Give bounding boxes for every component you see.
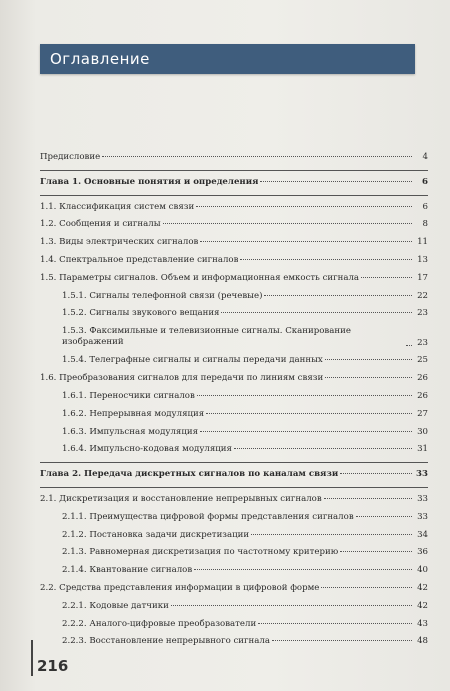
toc-entry-title: 1.6.2. Непрерывная модуляция xyxy=(62,408,205,419)
dot-leader xyxy=(194,569,412,570)
dot-leader xyxy=(325,359,412,360)
dot-leader xyxy=(171,605,412,606)
dot-leader xyxy=(406,345,412,346)
toc-entry-title: 2.2. Средства представления информации в цифровой форме xyxy=(40,583,320,594)
toc-entry xyxy=(40,565,428,576)
toc-entry-title: 1.6.4. Импульсно-кодовая модуляция xyxy=(62,444,232,455)
dot-leader xyxy=(361,277,412,278)
toc-entry-page: 34 xyxy=(417,529,428,540)
toc-entry-title: 1.5.4. Телеграфные сигналы и сигналы передачи данных xyxy=(62,355,323,366)
section-header-bar xyxy=(40,44,415,74)
toc-entry-page: 26 xyxy=(417,391,428,402)
toc-separator xyxy=(40,195,428,196)
toc-entry xyxy=(40,152,428,163)
dot-leader xyxy=(340,551,412,552)
toc-entry xyxy=(40,530,428,541)
dot-leader xyxy=(221,312,412,313)
toc-entry-title: 2.2.2. Аналого-цифровые преобразователи xyxy=(62,618,257,629)
toc-entry-title: Предисловие xyxy=(40,152,101,162)
dot-leader xyxy=(260,181,412,182)
toc-entry xyxy=(40,391,428,402)
toc-entry xyxy=(40,601,428,612)
toc-entry-page: 11 xyxy=(417,237,428,248)
toc-entry-page: 8 xyxy=(422,219,428,230)
dot-leader xyxy=(197,395,412,396)
toc-entry xyxy=(40,202,428,213)
toc-entry-page: 6 xyxy=(422,176,428,187)
toc-entry xyxy=(40,444,428,455)
dot-leader xyxy=(258,623,412,624)
toc-entry xyxy=(40,355,428,366)
toc-entry-title: 1.5. Параметры сигналов. Объем и информационная емкость сигнала xyxy=(40,272,360,283)
toc-entry xyxy=(40,326,428,348)
dot-leader xyxy=(321,587,412,588)
dot-leader xyxy=(356,516,412,517)
toc-entry xyxy=(40,583,428,594)
dot-leader xyxy=(200,241,412,242)
dot-leader xyxy=(200,431,412,432)
toc-entry-title: 1.1. Классификация систем связи xyxy=(40,201,195,212)
table-of-contents xyxy=(40,152,428,654)
page-number: 216 xyxy=(37,657,69,675)
toc-entry xyxy=(40,308,428,319)
toc-entry xyxy=(40,255,428,266)
toc-entry xyxy=(40,619,428,630)
toc-entry-title: 1.5.2. Сигналы звукового вещания xyxy=(62,308,220,319)
toc-entry-title: 1.5.3. Факсимильные и телевизионные сигналы. Сканирование изображений xyxy=(62,326,351,348)
toc-entry xyxy=(40,636,428,647)
toc-entry xyxy=(40,409,428,420)
toc-entry-title: 2.1.4. Квантование сигналов xyxy=(62,565,193,576)
toc-entry xyxy=(40,291,428,302)
toc-entry-title: 1.6. Преобразования сигналов для передачи по линиям связи xyxy=(40,373,324,384)
dot-leader xyxy=(206,413,412,414)
toc-entry-title: 2.1. Дискретизация и восстановление непрерывных сигналов xyxy=(40,494,322,505)
toc-entry-page: 48 xyxy=(417,636,428,647)
toc-entry-title: 2.2.1. Кодовые датчики xyxy=(62,600,169,611)
toc-entry-page: 42 xyxy=(417,583,428,594)
toc-entry-title: 2.1.2. Постановка задачи дискретизации xyxy=(62,529,250,540)
toc-entry-page: 33 xyxy=(417,511,428,522)
toc-entry-page: 25 xyxy=(417,355,428,366)
dot-leader xyxy=(324,498,412,499)
toc-separator xyxy=(40,462,428,463)
toc-entry-page: 31 xyxy=(417,444,428,455)
toc-entry xyxy=(40,427,428,438)
dot-leader xyxy=(340,473,412,474)
dot-leader xyxy=(272,640,412,641)
toc-entry xyxy=(40,373,428,384)
dot-leader xyxy=(240,259,412,260)
toc-entry-page: 42 xyxy=(417,600,428,611)
toc-separator xyxy=(40,487,428,488)
toc-entry xyxy=(40,547,428,558)
toc-entry-title: 2.1.3. Равномерная дискретизация по частотному критерию xyxy=(62,547,339,558)
toc-chapter-entry xyxy=(40,177,428,188)
toc-entry-title: 1.3. Виды электрических сигналов xyxy=(40,237,199,248)
footer-rule xyxy=(31,640,33,676)
toc-entry-title: 1.6.1. Переносчики сигналов xyxy=(62,391,195,402)
toc-entry-page: 40 xyxy=(417,565,428,576)
toc-entry xyxy=(40,273,428,284)
toc-chapter-entry xyxy=(40,469,428,480)
toc-entry-page: 6 xyxy=(422,201,428,212)
dot-leader xyxy=(234,448,412,449)
dot-leader xyxy=(251,534,412,535)
toc-entry-title: Глава 2. Передача дискретных сигналов по каналам связи xyxy=(40,469,339,480)
toc-entry-page: 22 xyxy=(417,290,428,301)
dot-leader xyxy=(264,295,412,296)
toc-entry-page: 4 xyxy=(422,152,428,162)
toc-entry-title: 2.1.1. Преимущества цифровой формы представления сигналов xyxy=(62,511,354,522)
toc-entry-page: 33 xyxy=(416,469,428,480)
toc-entry xyxy=(40,512,428,523)
toc-entry xyxy=(40,237,428,248)
toc-entry-title: 2.2.3. Восстановление непрерывного сигнала xyxy=(62,636,270,647)
toc-entry-page: 33 xyxy=(417,494,428,505)
toc-entry-page: 13 xyxy=(417,254,428,265)
dot-leader xyxy=(163,223,412,224)
dot-leader xyxy=(325,377,412,378)
toc-entry-page: 27 xyxy=(417,408,428,419)
dot-leader xyxy=(196,206,412,207)
toc-entry-page: 17 xyxy=(417,272,428,283)
toc-entry xyxy=(40,219,428,230)
toc-entry-title: Глава 1. Основные понятия и определения xyxy=(40,176,259,187)
toc-entry-title: 1.2. Сообщения и сигналы xyxy=(40,219,161,230)
toc-entry-title: 1.6.3. Импульсная модуляция xyxy=(62,426,199,437)
toc-separator xyxy=(40,170,428,171)
toc-entry-page: 23 xyxy=(417,308,428,319)
toc-entry-page: 26 xyxy=(417,373,428,384)
toc-entry-page: 30 xyxy=(417,426,428,437)
toc-entry-page: 36 xyxy=(417,547,428,558)
toc-entry-page: 23 xyxy=(417,337,428,348)
dot-leader xyxy=(102,156,412,157)
toc-entry-title: 1.4. Спектральное представление сигналов xyxy=(40,254,239,265)
toc-entry-title: 1.5.1. Сигналы телефонной связи (речевые) xyxy=(62,290,263,301)
toc-entry xyxy=(40,494,428,505)
toc-entry-page: 43 xyxy=(417,618,428,629)
page-title: Оглавление xyxy=(50,50,150,68)
